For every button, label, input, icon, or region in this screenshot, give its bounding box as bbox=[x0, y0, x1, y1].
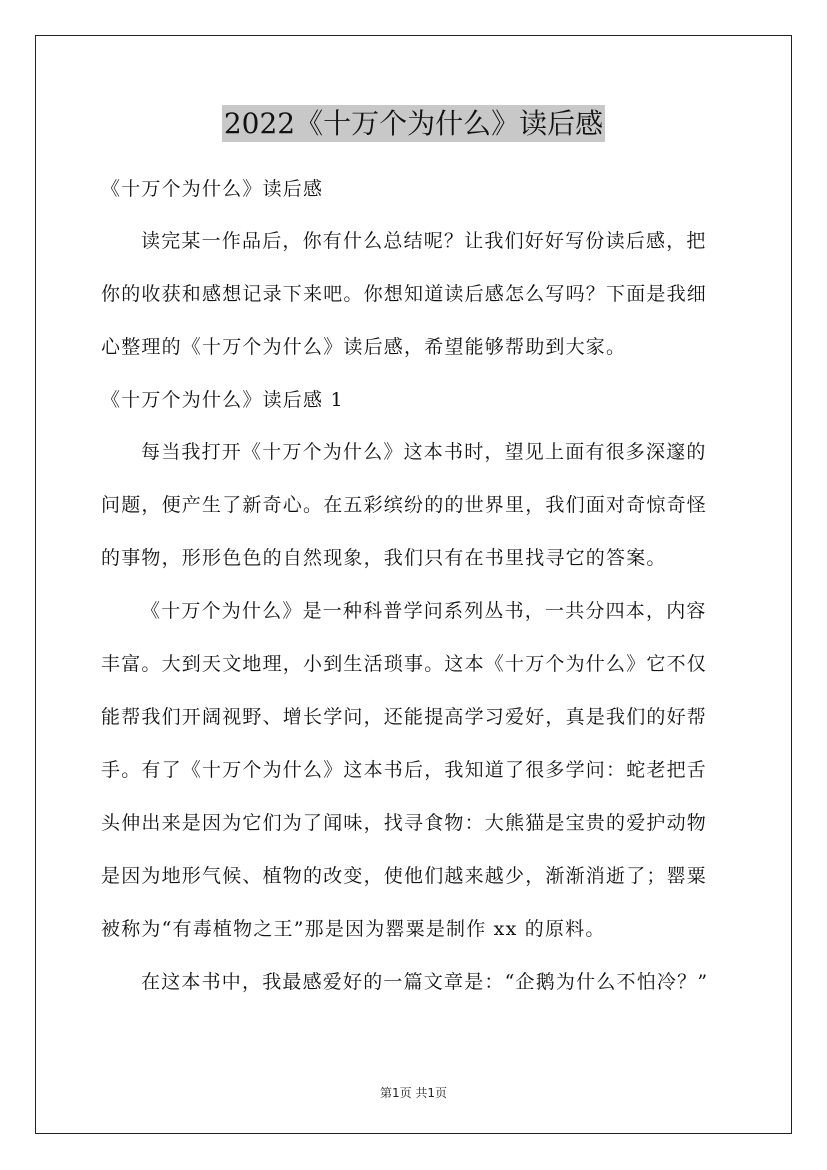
paragraph-line: 被称为“有毒植物之王”那是因为罂粟是制作 xx 的原料。 bbox=[101, 918, 606, 940]
section-heading: 《十万个为什么》读后感 bbox=[101, 178, 324, 200]
body-paragraph-1 bbox=[101, 439, 731, 571]
paragraph-line: 丰富。大到天文地理，小到生活琐事。这本《十万个为什么》它不仅 bbox=[101, 653, 708, 675]
page-footer: 第1页 共1页 bbox=[379, 1086, 448, 1100]
paragraph-line: 每当我打开《十万个为什么》这本书时，望见上面有很多深邃的 bbox=[141, 441, 707, 463]
paragraph-line: 问题，便产生了新奇心。在五彩缤纷的的世界里，我们面对奇惊奇怪 bbox=[101, 494, 708, 516]
paragraph-line: 是因为地形气候、植物的改变，使他们越来越少，渐渐消逝了；罂粟 bbox=[101, 865, 708, 887]
body-paragraph-3 bbox=[101, 969, 731, 995]
paragraph-line: 你的收获和感想记录下来吧。你想知道读后感怎么写吗？下面是我细 bbox=[101, 283, 708, 305]
paragraph-line: 《十万个为什么》是一种科普学问系列丛书，一共分四本，内容 bbox=[141, 600, 707, 622]
paragraph-line: 在这本书中，我最感爱好的一篇文章是：“企鹅为什么不怕冷？” bbox=[141, 971, 709, 993]
paragraph-line: 的事物，形形色色的自然现象，我们只有在书里找寻它的答案。 bbox=[101, 547, 667, 569]
document-title-wrapper bbox=[0, 102, 827, 142]
document-title: 2022《十万个为什么》读后感 bbox=[223, 107, 604, 140]
document-body bbox=[101, 176, 731, 1022]
paragraph-line: 头伸出来是因为它们为了闻味，找寻食物：大熊猫是宝贵的爱护动物 bbox=[101, 812, 708, 834]
paragraph-line: 心整理的《十万个为什么》读后感，希望能够帮助到大家。 bbox=[101, 336, 627, 358]
section-heading: 《十万个为什么》读后感 1 bbox=[101, 389, 344, 411]
paragraph-line: 读完某一作品后，你有什么总结呢？让我们好好写份读后感，把 bbox=[141, 230, 707, 252]
paragraph-line: 能帮我们开阔视野、增长学问，还能提高学习爱好，真是我们的好帮 bbox=[101, 706, 708, 728]
paragraph-line: 手。有了《十万个为什么》这本书后，我知道了很多学问：蛇老把舌 bbox=[101, 759, 708, 781]
body-paragraph-2 bbox=[101, 598, 731, 942]
intro-paragraph bbox=[101, 228, 731, 360]
